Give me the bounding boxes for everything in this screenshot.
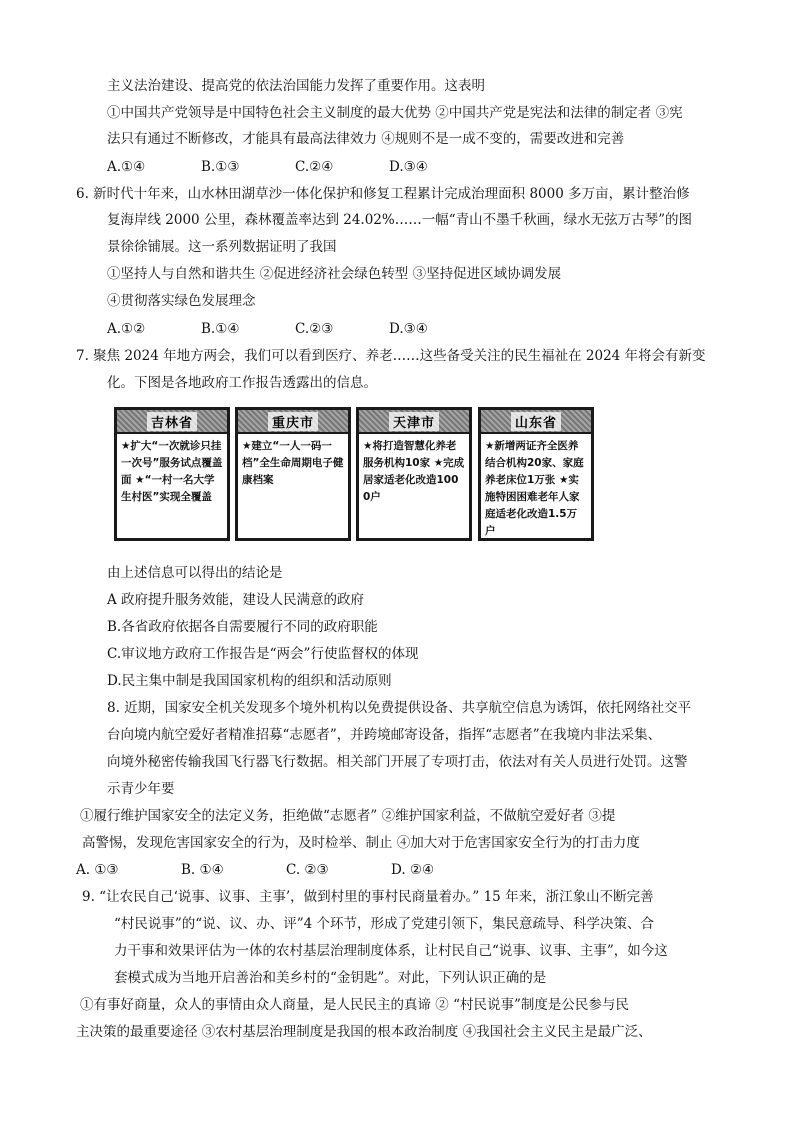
q8-choices — [76, 860, 496, 880]
q6-choices — [107, 319, 483, 339]
q7-question: 由上述信息可以得出的结论是 — [107, 565, 283, 581]
q8-options-line: ①履行维护国家安全的法定义务，拒绝做“志愿者” ②维护国家利益，不做航空爱好者 ③提 — [80, 808, 616, 824]
q9-stem-line: 套模式成为当地开启善治和美乡村的“金钥匙”。对此，下列认识正确的是 — [114, 970, 547, 986]
panel-title: 吉林省 — [117, 410, 227, 434]
q6-stem-line: 景徐徐铺展。这一系列数据证明了我国 — [107, 239, 337, 255]
choice-a: A.①④ — [107, 159, 146, 175]
panel-shandong — [478, 407, 594, 541]
q9-stem-line: “村民说事”的“说、议、办、评”4 个环节，形成了党建引领下，集民意疏导、科学决策、合 — [114, 916, 654, 932]
q8-stem-line: 台向境内航空爱好者精准招募“志愿者”，并跨境邮寄设备，指挥“志愿者”在我境内非法采集、 — [107, 727, 662, 743]
q7-option-a: A 政府提升服务效能，建设人民满意的政府 — [107, 592, 365, 608]
choice-c: C.②③ — [295, 321, 334, 337]
panel-title: 天津市 — [359, 410, 469, 434]
q8-stem-line: 向境外秘密传输我国飞行器飞行数据。相关部门开展了专项打击，依法对有关人员进行处罚。这警 — [107, 754, 688, 770]
choice-d: D.③④ — [389, 159, 428, 175]
choice-d: D. ②④ — [391, 862, 435, 878]
choice-b: B.①④ — [201, 321, 240, 337]
q8-options-line: 高警惕，发现危害国家安全的行为，及时检举、制止 ④加大对于危害国家安全行为的打击力度 — [82, 835, 640, 851]
q7-stem-line: 化。下图是各地政府工作报告透露出的信息。 — [107, 375, 377, 391]
panel-text: ★扩大“一次就诊只挂一次号”服务试点覆盖面 ★“一村一名大学生村医”实现全覆盖 — [121, 440, 223, 503]
q7-option-d: D.民主集中制是我国国家机构的组织和活动原则 — [107, 673, 392, 689]
panel-tianjin — [356, 407, 472, 541]
government-report-figure — [114, 407, 614, 545]
choice-c: C. ②③ — [286, 862, 329, 878]
q8-stem-line: 8. 近期，国家安全机关发现多个境外机构以免费提供设备、共享航空信息为诱饵，依托网络社交平 — [107, 700, 692, 716]
q6-stem-line: 6. 新时代十年来，山水林田湖草沙一体化保护和修复工程累计完成治理面积 8000 多万亩，累计整治修 — [76, 186, 690, 202]
panel-title: 重庆市 — [238, 410, 348, 434]
panel-text: ★新增两证齐全医养结合机构20家、家庭养老床位1万张 ★实施特困困难老年人家庭适老化改造1.5万户 — [485, 440, 584, 537]
q5-options-line: 法只有通过不断修改，才能具有最高法律效力 ④规则不是一成不变的，需要改进和完善 — [107, 131, 625, 147]
q7-stem-line: 7. 聚焦 2024 年地方两会，我们可以看到医疗、养老……这些备受关注的民生福祉在 2024 年将会有新变 — [76, 348, 706, 364]
q9-stem-line: 力干事和效果评估为一体的农村基层治理制度体系，让村民自己“说事、议事、主事”，如今这 — [114, 943, 668, 959]
q9-stem-line: 9. “让农民自己‘说事、议事、主事’，做到村里的事村民商量着办。” 15 年来，浙江象山不断完善 — [82, 889, 654, 905]
choice-d: D.③④ — [389, 321, 428, 337]
choice-b: B. ①④ — [181, 862, 224, 878]
q5-stem-tail: 主义法治建设、提高党的依法治国能力发挥了重要作用。这表明 — [107, 78, 485, 94]
q5-options-line: ①中国共产党领导是中国特色社会主义制度的最大优势 ②中国共产党是宪法和法律的制定者 ③宪 — [107, 105, 683, 121]
q6-options-line: ①坚持人与自然和谐共生 ②促进经济社会绿色转型 ③坚持促进区域协调发展 — [107, 266, 562, 282]
q7-option-b: B.各省政府依据各自需要履行不同的政府职能 — [107, 619, 378, 635]
q5-choices — [107, 157, 483, 177]
panel-chongqing — [235, 407, 351, 541]
panel-text: ★建立“一人一码一档”全生命周期电子健康档案 — [242, 440, 344, 486]
choice-a: A. ①③ — [76, 862, 119, 878]
q8-stem-line: 示青少年要 — [107, 781, 175, 797]
choice-c: C.②④ — [295, 159, 334, 175]
choice-a: A.①② — [107, 321, 146, 337]
panel-title: 山东省 — [481, 410, 591, 434]
q6-options-line: ④贯彻落实绿色发展理念 — [107, 293, 256, 309]
q7-option-c: C.审议地方政府工作报告是“两会”行使监督权的体现 — [107, 646, 419, 662]
panel-jilin — [114, 407, 230, 541]
q9-options-line: 主决策的最重要途径 ③农村基层治理制度是我国的根本政治制度 ④我国社会主义民主是最广泛、 — [76, 1024, 652, 1040]
q6-stem-line: 复海岸线 2000 公里，森林覆盖率达到 24.02%……一幅“青山不墨千秋画，绿水无弦万古琴”的图 — [107, 212, 693, 228]
panel-text: ★将打造智慧化养老服务机构10家 ★完成居家适老化改造1000户 — [363, 440, 465, 503]
q9-options-line: ①有事好商量，众人的事情由众人商量，是人民民主的真谛 ② “村民说事”制度是公民参与民 — [80, 997, 629, 1013]
choice-b: B.①③ — [201, 159, 240, 175]
